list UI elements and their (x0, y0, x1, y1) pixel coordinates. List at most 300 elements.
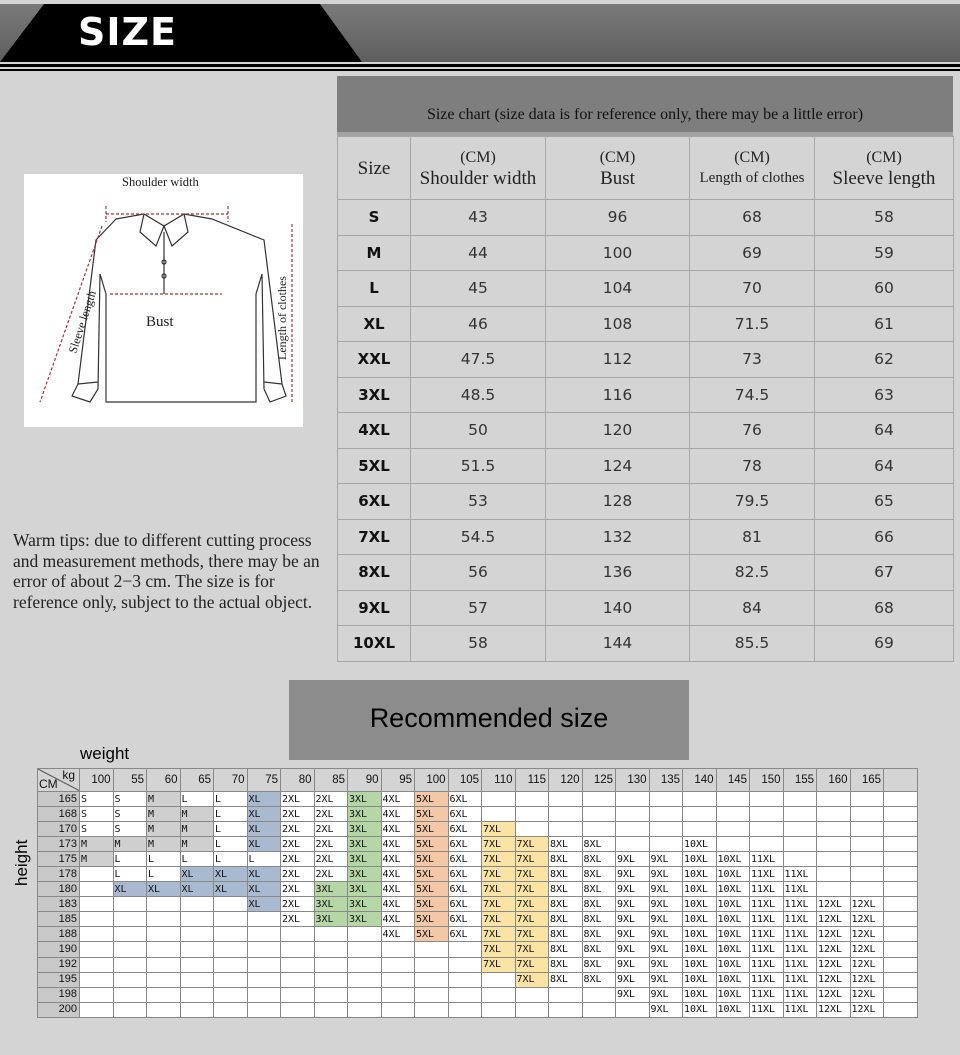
weight-header-cell: 65 (180, 769, 214, 792)
size-recommendation-cell (817, 882, 851, 897)
sleeve-cell: 60 (815, 271, 954, 307)
size-recommendation-cell: S (80, 822, 114, 837)
size-recommendation-cell: 10XL (683, 987, 717, 1002)
shoulder-label: Shoulder width (122, 175, 199, 189)
size-recommendation-cell (415, 1002, 449, 1017)
size-recommendation-cell: 5XL (415, 912, 449, 927)
size-chart-row (338, 235, 954, 271)
size-recommendation-cell (281, 972, 315, 987)
size-recommendation-cell (884, 942, 918, 957)
size-chart-row (338, 377, 954, 413)
size-recommendation-cell (448, 1002, 482, 1017)
sleeve-cell: 61 (815, 306, 954, 342)
height-row (38, 852, 918, 867)
size-recommendation-cell: 9XL (649, 1002, 683, 1017)
size-recommendation-cell: 3XL (348, 822, 382, 837)
size-recommendation-cell (381, 957, 415, 972)
size-recommendation-cell (180, 987, 214, 1002)
size-chart-row (338, 306, 954, 342)
size-recommendation-cell: 9XL (649, 987, 683, 1002)
size-recommendation-cell (582, 792, 616, 807)
size-recommendation-cell (180, 972, 214, 987)
size-recommendation-cell: S (80, 807, 114, 822)
size-recommendation-cell: 8XL (582, 927, 616, 942)
size-recommendation-cell (817, 867, 851, 882)
weight-header-cell: 130 (616, 769, 650, 792)
size-recommendation-cell: 7XL (515, 912, 549, 927)
size-recommendation-cell: 10XL (716, 882, 750, 897)
size-recommendation-cell (783, 822, 817, 837)
weight-header-cell: 165 (850, 769, 884, 792)
size-column-header: Size (338, 137, 411, 200)
height-header-cell: 180 (38, 882, 80, 897)
size-recommendation-cell: L (214, 852, 248, 867)
height-row (38, 942, 918, 957)
size-recommendation-cell: 10XL (683, 882, 717, 897)
size-recommendation-cell (649, 807, 683, 822)
size-recommendation-cell: 9XL (649, 957, 683, 972)
size-recommendation-cell: 3XL (348, 882, 382, 897)
shoulder-cell: 44 (411, 235, 546, 271)
size-recommendation-cell: 2XL (314, 852, 348, 867)
sleeve-cell: 59 (815, 235, 954, 271)
sleeve-cell: 65 (815, 484, 954, 520)
size-recommendation-cell: L (247, 852, 281, 867)
size-recommendation-cell: 3XL (348, 897, 382, 912)
size-recommendation-cell (716, 822, 750, 837)
size-recommendation-cell: 9XL (649, 882, 683, 897)
sleeve-cell: 69 (815, 626, 954, 662)
length-cell: 70 (690, 271, 815, 307)
size-recommendation-cell (884, 897, 918, 912)
size-recommendation-cell (147, 957, 181, 972)
size-recommendation-cell (113, 1002, 147, 1017)
size-recommendation-cell (147, 927, 181, 942)
size-recommendation-cell: M (147, 822, 181, 837)
size-recommendation-cell: L (214, 837, 248, 852)
size-recommendation-cell (884, 792, 918, 807)
size-recommendation-cell (415, 942, 449, 957)
size-chart-row (338, 555, 954, 591)
size-recommendation-cell: 7XL (482, 942, 516, 957)
size-recommendation-cell: 10XL (716, 1002, 750, 1017)
size-recommendation-cell: M (113, 837, 147, 852)
size-recommendation-cell: 7XL (515, 957, 549, 972)
size-recommendation-cell (381, 972, 415, 987)
bust-cell: 132 (546, 519, 690, 555)
size-chart-row (338, 519, 954, 555)
size-recommendation-cell: XL (214, 882, 248, 897)
size-recommendation-cell: 7XL (482, 957, 516, 972)
size-recommendation-cell (850, 852, 884, 867)
size-recommendation-cell: 12XL (817, 942, 851, 957)
sleeve-cell: 63 (815, 377, 954, 413)
size-recommendation-cell: 2XL (281, 882, 315, 897)
shoulder-cell: 48.5 (411, 377, 546, 413)
length-cell: 71.5 (690, 306, 815, 342)
bust-cell: 120 (546, 413, 690, 449)
size-cell: 3XL (338, 377, 411, 413)
size-recommendation-cell: 11XL (783, 942, 817, 957)
size-recommendation-cell: 8XL (582, 957, 616, 972)
size-recommendation-cell (515, 987, 549, 1002)
size-recommendation-cell: 12XL (850, 972, 884, 987)
size-recommendation-cell (884, 957, 918, 972)
weight-header-cell: 135 (649, 769, 683, 792)
size-recommendation-cell (783, 837, 817, 852)
size-recommendation-cell: 5XL (415, 897, 449, 912)
height-header-cell: 168 (38, 807, 80, 822)
weight-header-cell: 100 (415, 769, 449, 792)
size-recommendation-cell: M (80, 837, 114, 852)
size-recommendation-cell (381, 942, 415, 957)
size-recommendation-cell: 4XL (381, 897, 415, 912)
size-cell: XXL (338, 342, 411, 378)
size-recommendation-cell (817, 822, 851, 837)
size-recommendation-cell (80, 927, 114, 942)
size-recommendation-cell: 7XL (482, 867, 516, 882)
size-recommendation-cell: 11XL (750, 957, 784, 972)
height-row (38, 1002, 918, 1017)
shoulder-cell: 47.5 (411, 342, 546, 378)
size-recommendation-cell: 9XL (616, 957, 650, 972)
size-recommendation-cell: 9XL (616, 927, 650, 942)
size-recommendation-cell: 5XL (415, 882, 449, 897)
size-recommendation-cell (750, 837, 784, 852)
size-recommendation-cell (884, 987, 918, 1002)
size-recommendation-cell: 8XL (549, 957, 583, 972)
height-axis-label: height (12, 839, 31, 886)
size-recommendation-cell (482, 972, 516, 987)
size-cell: S (338, 200, 411, 236)
size-recommendation-cell (515, 807, 549, 822)
size-recommendation-cell (180, 912, 214, 927)
size-recommendation-cell (147, 987, 181, 1002)
size-recommendation-cell: 9XL (616, 882, 650, 897)
recommended-size-grid (37, 768, 918, 1018)
size-recommendation-cell: 6XL (448, 807, 482, 822)
bust-cell: 104 (546, 271, 690, 307)
size-recommendation-cell: 9XL (616, 942, 650, 957)
size-recommendation-cell: 2XL (314, 792, 348, 807)
height-header-cell: 175 (38, 852, 80, 867)
size-recommendation-cell: 8XL (549, 927, 583, 942)
size-recommendation-cell (113, 942, 147, 957)
size-recommendation-cell (884, 852, 918, 867)
size-recommendation-cell: L (180, 852, 214, 867)
size-recommendation-cell: 2XL (314, 822, 348, 837)
size-recommendation-cell: 6XL (448, 822, 482, 837)
size-recommendation-cell: 11XL (783, 882, 817, 897)
size-recommendation-cell: 10XL (683, 1002, 717, 1017)
weight-header-cell: 90 (348, 769, 382, 792)
size-recommendation-cell: 7XL (515, 972, 549, 987)
size-recommendation-cell: 11XL (750, 927, 784, 942)
size-recommendation-cell: 7XL (482, 822, 516, 837)
unit-label: (CM) (599, 149, 636, 166)
size-recommendation-cell (482, 792, 516, 807)
weight-header-row (38, 769, 918, 792)
weight-header-cell: 85 (314, 769, 348, 792)
size-recommendation-cell (850, 807, 884, 822)
size-recommendation-cell: 4XL (381, 927, 415, 942)
size-recommendation-cell: 3XL (314, 912, 348, 927)
height-row (38, 927, 918, 942)
size-recommendation-cell (214, 897, 248, 912)
length-cell: 76 (690, 413, 815, 449)
unit-label: (CM) (460, 149, 496, 166)
size-recommendation-cell (616, 837, 650, 852)
weight-header-cell: 80 (281, 769, 315, 792)
size-recommendation-cell (448, 972, 482, 987)
size-recommendation-cell (850, 822, 884, 837)
size-recommendation-cell: 5XL (415, 927, 449, 942)
shoulder-cell: 46 (411, 306, 546, 342)
shirt-illustration (24, 174, 303, 427)
size-recommendation-cell (113, 897, 147, 912)
size-cell: 10XL (338, 626, 411, 662)
size-recommendation-cell (247, 912, 281, 927)
size-recommendation-cell (549, 807, 583, 822)
length-cell: 85.5 (690, 626, 815, 662)
height-header-cell: 170 (38, 822, 80, 837)
size-recommendation-cell: 9XL (616, 912, 650, 927)
sleeve-cell: 67 (815, 555, 954, 591)
size-recommendation-cell (281, 1002, 315, 1017)
size-recommendation-cell: 4XL (381, 837, 415, 852)
size-recommendation-cell: S (80, 792, 114, 807)
length-column-header (690, 137, 815, 200)
height-row (38, 837, 918, 852)
size-recommendation-cell (616, 822, 650, 837)
weight-header-cell (884, 769, 918, 792)
size-recommendation-cell: 7XL (482, 852, 516, 867)
corner-kg-label: kg (62, 768, 75, 782)
size-recommendation-cell (884, 927, 918, 942)
size-recommendation-cell: 8XL (582, 882, 616, 897)
size-recommendation-cell: 12XL (817, 912, 851, 927)
size-recommendation-cell: 9XL (616, 897, 650, 912)
size-recommendation-cell: 8XL (549, 867, 583, 882)
size-recommendation-cell: XL (247, 867, 281, 882)
size-recommendation-cell: 11XL (783, 867, 817, 882)
sleeve-cell: 68 (815, 590, 954, 626)
size-recommendation-cell: 11XL (750, 882, 784, 897)
size-chart-row (338, 200, 954, 236)
size-recommendation-cell (314, 927, 348, 942)
shoulder-cell: 45 (411, 271, 546, 307)
size-recommendation-cell (515, 1002, 549, 1017)
size-recommendation-cell: 4XL (381, 822, 415, 837)
size-recommendation-cell (884, 882, 918, 897)
size-recommendation-cell (716, 792, 750, 807)
size-recommendation-cell: 2XL (314, 807, 348, 822)
size-recommendation-cell (750, 792, 784, 807)
size-recommendation-cell: 12XL (817, 957, 851, 972)
size-recommendation-cell: 12XL (850, 1002, 884, 1017)
banner-tab (0, 4, 362, 62)
size-recommendation-cell (314, 987, 348, 1002)
size-recommendation-cell: 12XL (850, 957, 884, 972)
size-recommendation-cell: 3XL (348, 792, 382, 807)
size-recommendation-cell (549, 792, 583, 807)
size-recommendation-cell: 3XL (348, 852, 382, 867)
size-recommendation-cell: 7XL (482, 927, 516, 942)
weight-axis-label: weight (80, 744, 130, 763)
size-recommendation-cell: 11XL (750, 897, 784, 912)
size-recommendation-cell: 10XL (716, 852, 750, 867)
bust-cell: 96 (546, 200, 690, 236)
size-recommendation-cell: 7XL (515, 882, 549, 897)
size-recommendation-cell (80, 867, 114, 882)
size-recommendation-cell (281, 942, 315, 957)
bust-cell: 100 (546, 235, 690, 271)
height-header-cell: 185 (38, 912, 80, 927)
size-recommendation-cell (515, 822, 549, 837)
size-recommendation-cell: 8XL (582, 852, 616, 867)
size-recommendation-cell (649, 822, 683, 837)
size-recommendation-cell (616, 807, 650, 822)
size-recommendation-cell: 6XL (448, 927, 482, 942)
size-recommendation-cell (147, 897, 181, 912)
size-recommendation-cell: 9XL (649, 972, 683, 987)
size-recommendation-cell: 11XL (750, 867, 784, 882)
height-row (38, 792, 918, 807)
size-recommendation-cell (314, 1002, 348, 1017)
size-recommendation-cell: 6XL (448, 897, 482, 912)
length-cell: 74.5 (690, 377, 815, 413)
column-title: Sleeve length (832, 168, 936, 189)
size-chart-row (338, 413, 954, 449)
size-recommendation-cell: 7XL (482, 837, 516, 852)
size-recommendation-cell: 12XL (817, 987, 851, 1002)
size-recommendation-cell (147, 912, 181, 927)
size-recommendation-cell: 8XL (582, 942, 616, 957)
size-banner (0, 0, 960, 78)
size-recommendation-cell: 11XL (750, 1002, 784, 1017)
size-recommendation-cell (113, 987, 147, 1002)
size-recommendation-cell: 4XL (381, 807, 415, 822)
bust-cell: 116 (546, 377, 690, 413)
size-recommendation-cell: 10XL (683, 942, 717, 957)
unit-label: (CM) (734, 149, 770, 166)
sleeve-cell: 64 (815, 448, 954, 484)
size-recommendation-cell: 6XL (448, 912, 482, 927)
size-recommendation-cell (482, 1002, 516, 1017)
size-recommendation-cell (147, 972, 181, 987)
height-header-cell: 200 (38, 1002, 80, 1017)
size-recommendation-cell: 9XL (616, 852, 650, 867)
size-recommendation-cell: 2XL (314, 867, 348, 882)
weight-header-cell: 145 (716, 769, 750, 792)
bust-cell: 112 (546, 342, 690, 378)
size-recommendation-cell (348, 1002, 382, 1017)
size-cell: XL (338, 306, 411, 342)
size-cell: 4XL (338, 413, 411, 449)
size-recommendation-cell: 9XL (616, 867, 650, 882)
size-recommendation-cell: XL (247, 792, 281, 807)
shoulder-cell: 51.5 (411, 448, 546, 484)
size-recommendation-cell (314, 942, 348, 957)
weight-header-cell: 70 (214, 769, 248, 792)
shirt-measurement-diagram (24, 174, 303, 427)
column-title: Bust (600, 168, 635, 189)
length-label: Length of clothes (275, 276, 289, 360)
size-recommendation-cell: 10XL (716, 927, 750, 942)
height-header-cell: 165 (38, 792, 80, 807)
weight-header-cell: 115 (515, 769, 549, 792)
size-cell: M (338, 235, 411, 271)
size-recommendation-cell: 9XL (649, 897, 683, 912)
size-recommendation-cell: M (147, 807, 181, 822)
size-recommendation-cell: 3XL (348, 912, 382, 927)
size-recommendation-cell (80, 972, 114, 987)
weight-header-cell: 125 (582, 769, 616, 792)
size-recommendation-cell: 10XL (683, 852, 717, 867)
warm-tips-text: Warm tips: due to different cutting process and measurement methods, there may be an error of about 2−3 cm. The size is for reference only, subject to the actual object. (13, 530, 320, 612)
size-cell: 5XL (338, 448, 411, 484)
size-recommendation-cell: 8XL (582, 972, 616, 987)
size-recommendation-cell (683, 822, 717, 837)
length-cell: 84 (690, 590, 815, 626)
weight-header-cell: 100 (80, 769, 114, 792)
size-recommendation-cell (314, 957, 348, 972)
size-cell: 8XL (338, 555, 411, 591)
size-recommendation-cell (80, 987, 114, 1002)
size-recommendation-cell: 10XL (716, 912, 750, 927)
size-recommendation-cell: XL (247, 807, 281, 822)
size-recommendation-cell: 5XL (415, 867, 449, 882)
height-row (38, 912, 918, 927)
size-recommendation-cell: 12XL (817, 972, 851, 987)
size-recommendation-cell (113, 957, 147, 972)
sleeve-cell: 66 (815, 519, 954, 555)
size-chart-header-row (338, 137, 954, 200)
size-recommendation-cell: 7XL (515, 927, 549, 942)
column-title: Shoulder width (419, 168, 537, 189)
size-recommendation-cell: 2XL (314, 837, 348, 852)
size-recommendation-cell: 9XL (616, 972, 650, 987)
shoulder-cell: 50 (411, 413, 546, 449)
corner-cm-label: CM (39, 777, 58, 791)
size-recommendation-cell: 12XL (850, 942, 884, 957)
size-recommendation-cell (281, 957, 315, 972)
sleeve-cell: 64 (815, 413, 954, 449)
size-recommendation-cell: 8XL (549, 897, 583, 912)
size-recommendation-cell: 6XL (448, 882, 482, 897)
size-recommendation-cell (817, 792, 851, 807)
size-recommendation-cell (348, 942, 382, 957)
height-row (38, 882, 918, 897)
size-recommendation-cell: 10XL (716, 867, 750, 882)
size-recommendation-cell: 5XL (415, 792, 449, 807)
size-recommendation-cell (884, 867, 918, 882)
recommended-size-title: Recommended size (369, 703, 609, 733)
size-recommendation-cell: XL (247, 837, 281, 852)
size-recommendation-cell: L (214, 807, 248, 822)
size-recommendation-cell (113, 972, 147, 987)
bust-cell: 144 (546, 626, 690, 662)
size-recommendation-cell (415, 972, 449, 987)
size-recommendation-cell: 7XL (482, 912, 516, 927)
size-recommendation-cell (783, 807, 817, 822)
size-recommendation-cell: M (180, 807, 214, 822)
size-recommendation-cell: 10XL (683, 867, 717, 882)
size-recommendation-cell (817, 837, 851, 852)
size-recommendation-cell (180, 957, 214, 972)
size-recommendation-cell: 8XL (582, 867, 616, 882)
size-recommendation-cell: 10XL (716, 987, 750, 1002)
